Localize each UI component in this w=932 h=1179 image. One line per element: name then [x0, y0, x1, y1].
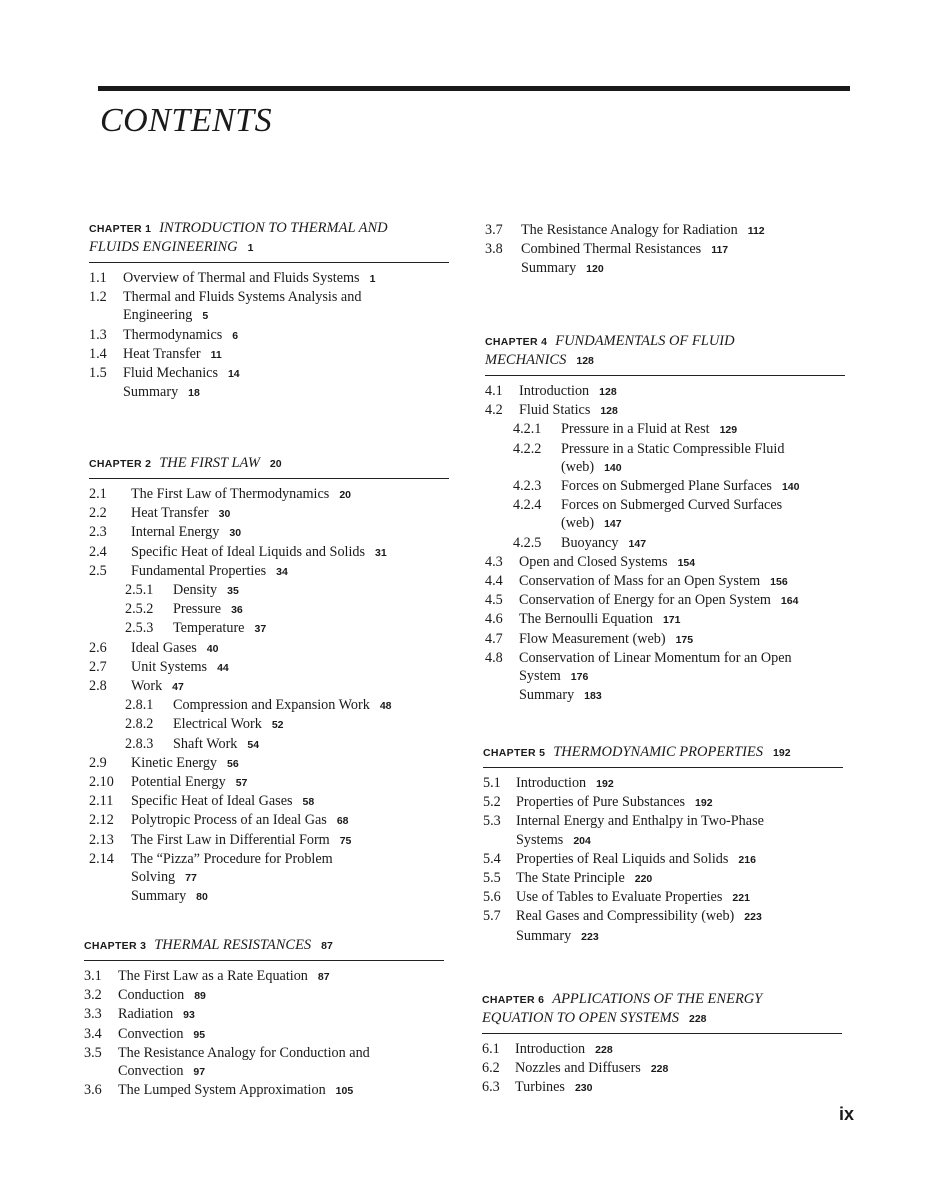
- chapter-4: [485, 332, 845, 705]
- chapter-label: CHAPTER 1: [89, 223, 152, 235]
- entry-page-number: 48: [379, 700, 392, 713]
- chapter-title: INTRODUCTION TO THERMAL AND: [159, 220, 388, 236]
- entry-number: 4.8: [485, 649, 503, 666]
- entry-page-number: 128: [599, 386, 617, 398]
- entry-number: 1.4: [89, 345, 107, 362]
- entry-number: 5.6: [483, 889, 501, 906]
- toc-entry[interactable]: [89, 658, 449, 677]
- entry-title: Conservation of Energy for an Open System: [519, 592, 771, 609]
- entry-title: Unit Systems: [131, 658, 208, 675]
- toc-entry[interactable]: [89, 383, 449, 402]
- entry-number: 1.1: [89, 270, 107, 286]
- entry-page-number: 156: [770, 576, 788, 589]
- entry-title: Electrical Work: [173, 716, 262, 733]
- entry-number: 4.2.2: [513, 440, 542, 457]
- entry-title: Open and Closed Systems: [519, 553, 668, 570]
- toc-entry[interactable]: [84, 1081, 444, 1100]
- toc-entry[interactable]: [483, 869, 843, 888]
- entry-page-number: 128: [600, 405, 618, 418]
- entry-page-number: 120: [586, 263, 604, 276]
- entry-title: Conservation of Linear Momentum for an Open: [519, 649, 792, 666]
- entry-page-number: 176: [570, 671, 589, 684]
- entry-number: 1.3: [89, 326, 107, 343]
- entry-title: The Bernoulli Equation: [519, 611, 653, 628]
- entry-number: 2.13: [89, 831, 114, 848]
- entry-title: Shaft Work: [173, 735, 238, 752]
- entry-title: The First Law in Differential Form: [131, 831, 330, 848]
- entry-number: 2.14: [89, 850, 114, 867]
- entry-title: Pressure in a Static Compressible Fluid: [561, 440, 785, 457]
- toc-entry[interactable]: [89, 850, 449, 887]
- entry-number: 4.2.5: [513, 534, 542, 551]
- entry-number: 5.4: [483, 850, 501, 867]
- entry-title: (web): [561, 515, 595, 532]
- chapter-title: THERMAL RESISTANCES: [154, 937, 312, 953]
- entry-title: The State Principle: [516, 870, 625, 887]
- toc-entry[interactable]: [89, 543, 449, 562]
- entry-page-number: 30: [229, 527, 242, 540]
- entry-title: Specific Heat of Ideal Gases: [131, 793, 293, 810]
- chapter-heading[interactable]: [84, 936, 444, 961]
- chapter-label: CHAPTER 3: [84, 940, 147, 952]
- entry-page-number: 223: [581, 930, 599, 943]
- entry-number: 5.2: [483, 794, 501, 811]
- entry-page-number: 230: [574, 1082, 593, 1095]
- entry-title: The “Pizza” Procedure for Problem: [131, 850, 333, 867]
- entry-title: (web): [561, 458, 595, 475]
- toc-entry[interactable]: [84, 1005, 444, 1024]
- toc-entry[interactable]: [89, 715, 449, 734]
- chapter-title: THERMODYNAMIC PROPERTIES: [553, 744, 764, 760]
- entry-number: 2.8.2: [125, 716, 154, 733]
- entry-title: Convection: [118, 1063, 184, 1080]
- toc-entry[interactable]: [89, 364, 449, 383]
- entry-title: Buoyancy: [561, 534, 619, 551]
- entry-page-number: 223: [744, 911, 762, 924]
- entry-number: 2.7: [89, 658, 107, 675]
- entry-number: 2.11: [89, 793, 114, 810]
- entry-title: Heat Transfer: [131, 505, 209, 522]
- entry-number: 4.5: [485, 592, 503, 609]
- entry-title: The First Law as a Rate Equation: [118, 968, 308, 984]
- chapter-page-number: 228: [688, 1013, 707, 1025]
- toc-entry[interactable]: [89, 773, 449, 792]
- chapter-heading[interactable]: [89, 454, 449, 479]
- entry-number: 2.6: [89, 639, 107, 656]
- entry-page-number: 57: [235, 777, 248, 790]
- entry-number: 2.12: [89, 812, 114, 829]
- entry-number: 3.8: [485, 241, 503, 258]
- entry-page-number: 147: [604, 518, 622, 531]
- chapter-6: [482, 990, 842, 1098]
- entry-title: Summary: [131, 888, 187, 905]
- chapter-page-number: 1: [247, 242, 254, 254]
- entry-title: Solving: [131, 869, 176, 886]
- entry-page-number: 129: [719, 424, 738, 437]
- entry-number: 3.1: [84, 968, 102, 984]
- entry-title: Radiation: [118, 1006, 174, 1023]
- entry-title: Polytropic Process of an Ideal Gas: [131, 812, 327, 829]
- entry-page-number: 171: [662, 614, 681, 627]
- entry-title: Introduction: [516, 775, 587, 791]
- entry-page-number: 228: [595, 1044, 613, 1056]
- toc-entry[interactable]: [482, 1078, 842, 1097]
- entry-number: 4.2.3: [513, 478, 542, 495]
- entry-page-number: 140: [604, 461, 622, 474]
- page-title: CONTENTS: [100, 102, 273, 139]
- chapter-title-continued: EQUATION TO OPEN SYSTEMS: [482, 1010, 679, 1026]
- entry-page-number: 228: [650, 1063, 669, 1076]
- toc-entry[interactable]: [483, 774, 843, 793]
- toc-entry[interactable]: [485, 401, 845, 420]
- entry-page-number: 75: [339, 834, 352, 847]
- entry-number: 2.1: [89, 486, 107, 502]
- toc-entry[interactable]: [89, 792, 449, 811]
- entry-title: Specific Heat of Ideal Liquids and Solids: [131, 543, 366, 560]
- entry-page-number: 154: [677, 556, 696, 569]
- toc-entry[interactable]: [483, 888, 843, 907]
- entry-number: 3.5: [84, 1044, 102, 1061]
- entry-number: 3.3: [84, 1006, 102, 1023]
- chapter-label: CHAPTER 4: [485, 336, 548, 348]
- toc-entry[interactable]: [482, 1040, 842, 1059]
- entry-number: 4.6: [485, 611, 503, 628]
- entry-number: 4.2.4: [513, 497, 542, 514]
- entry-number: 5.7: [483, 908, 501, 925]
- entry-number: 4.7: [485, 630, 503, 647]
- entry-number: 3.4: [84, 1025, 102, 1042]
- entry-title: Ideal Gases: [131, 639, 197, 656]
- entry-title: Heat Transfer: [123, 345, 201, 362]
- entry-number: 2.5: [89, 562, 107, 579]
- toc-entry[interactable]: [483, 907, 843, 926]
- toc-entry[interactable]: [89, 639, 449, 658]
- toc-entry[interactable]: [485, 420, 845, 439]
- entry-page-number: 20: [339, 489, 352, 501]
- entry-page-number: 40: [206, 642, 219, 655]
- entry-page-number: 44: [217, 661, 229, 674]
- toc-entry[interactable]: [482, 1059, 842, 1078]
- toc-entry[interactable]: [485, 553, 845, 572]
- chapter-1: [89, 219, 449, 402]
- toc-entry[interactable]: [485, 534, 845, 553]
- entry-number: 6.3: [482, 1079, 500, 1096]
- toc-entry[interactable]: [89, 581, 449, 600]
- entry-number: 4.2: [485, 402, 503, 419]
- entry-page-number: 5: [202, 310, 209, 323]
- entry-page-number: 30: [218, 508, 231, 521]
- chapter-page-number: 128: [576, 355, 594, 367]
- chapter-label: CHAPTER 6: [482, 994, 545, 1006]
- entry-title: Pressure: [173, 601, 222, 618]
- entry-page-number: 36: [231, 604, 243, 617]
- entry-page-number: 52: [271, 719, 284, 732]
- toc-entry[interactable]: [89, 887, 449, 906]
- entry-title: Fundamental Properties: [131, 562, 267, 579]
- entry-page-number: 112: [747, 225, 765, 237]
- toc-entry[interactable]: [483, 850, 843, 869]
- entry-title: Forces on Submerged Plane Surfaces: [561, 478, 772, 495]
- entry-title: Potential Energy: [131, 774, 226, 791]
- chapter-3-continued: [485, 221, 845, 279]
- toc-entry[interactable]: [485, 440, 845, 477]
- chapter-heading[interactable]: [485, 332, 845, 376]
- entry-page-number: 220: [634, 873, 653, 886]
- chapter-3: [84, 936, 444, 1100]
- entry-title: System: [519, 668, 561, 685]
- toc-entry[interactable]: [89, 600, 449, 619]
- entry-page-number: 97: [193, 1066, 206, 1079]
- entry-number: 2.5.3: [125, 620, 154, 637]
- entry-number: 2.3: [89, 524, 107, 541]
- entry-page-number: 31: [375, 546, 387, 559]
- entry-number: 4.2.1: [513, 421, 542, 438]
- entry-title: Engineering: [123, 307, 193, 324]
- chapter-label: CHAPTER 2: [89, 458, 152, 470]
- entry-page-number: 175: [675, 633, 694, 646]
- entry-page-number: 192: [695, 797, 713, 810]
- entry-title: Internal Energy: [131, 524, 220, 541]
- chapter-title-continued: FLUIDS ENGINEERING: [89, 239, 238, 255]
- toc-entry[interactable]: [84, 1025, 444, 1044]
- entry-title: Convection: [118, 1025, 184, 1042]
- entry-title: The First Law of Thermodynamics: [131, 486, 330, 502]
- entry-number: 6.1: [482, 1041, 500, 1057]
- entry-number: 2.5.1: [125, 582, 154, 599]
- chapter-page-number: 87: [321, 940, 333, 952]
- toc-entry[interactable]: [89, 696, 449, 715]
- entry-title: Summary: [123, 384, 179, 401]
- entry-page-number: 140: [781, 481, 800, 494]
- entry-page-number: 204: [573, 834, 591, 847]
- entry-title: Thermodynamics: [123, 326, 223, 343]
- toc-entry[interactable]: [485, 591, 845, 610]
- entry-title: Kinetic Energy: [131, 754, 218, 771]
- entry-title: Thermal and Fluids Systems Analysis and: [123, 289, 362, 306]
- toc-entry[interactable]: [89, 811, 449, 830]
- toc-entry[interactable]: [89, 619, 449, 638]
- entry-page-number: 68: [336, 815, 349, 828]
- entry-page-number: 164: [780, 595, 799, 608]
- entry-number: 2.9: [89, 754, 107, 771]
- entry-page-number: 56: [227, 757, 239, 770]
- toc-entry[interactable]: [485, 477, 845, 496]
- chapter-heading[interactable]: [89, 219, 449, 263]
- entry-title: The Resistance Analogy for Radiation: [521, 222, 738, 238]
- entry-title: Pressure in a Fluid at Rest: [561, 421, 710, 438]
- entry-number: 2.8.3: [125, 735, 154, 752]
- toc-entry[interactable]: [89, 326, 449, 345]
- toc-entry[interactable]: [84, 1044, 444, 1081]
- toc-entry[interactable]: [483, 812, 843, 849]
- chapter-page-number: 20: [269, 458, 282, 470]
- entry-title: Flow Measurement (web): [519, 630, 666, 647]
- entry-number: 5.5: [483, 870, 501, 887]
- entry-title: Fluid Statics: [519, 402, 591, 419]
- entry-page-number: 37: [254, 623, 267, 636]
- entry-page-number: 216: [738, 853, 756, 866]
- toc-entry[interactable]: [485, 240, 845, 259]
- entry-title: Properties of Real Liquids and Solids: [516, 850, 729, 867]
- entry-title: Temperature: [173, 620, 245, 637]
- toc-entry[interactable]: [485, 496, 845, 533]
- toc-entry[interactable]: [485, 649, 845, 686]
- toc-entry[interactable]: [485, 610, 845, 629]
- chapter-2: [89, 454, 449, 906]
- entry-title: Turbines: [515, 1079, 565, 1096]
- entry-title: Conduction: [118, 987, 185, 1004]
- entry-number: 4.4: [485, 573, 503, 590]
- toc-entry[interactable]: [89, 288, 449, 325]
- toc-entry[interactable]: [89, 754, 449, 773]
- entry-page-number: 87: [317, 971, 330, 983]
- chapter-title: APPLICATIONS OF THE ENERGY: [552, 991, 763, 1007]
- toc-entry[interactable]: [89, 504, 449, 523]
- entry-page-number: 18: [188, 387, 200, 400]
- entry-page-number: 117: [711, 244, 729, 257]
- entry-title: Summary: [516, 927, 572, 944]
- entry-title: Internal Energy and Enthalpy in Two-Phase: [516, 813, 764, 830]
- entry-title: Fluid Mechanics: [123, 365, 218, 382]
- entry-title: Work: [131, 678, 163, 695]
- chapter-heading[interactable]: [482, 990, 842, 1034]
- chapter-title: THE FIRST LAW: [159, 455, 260, 471]
- toc-entry[interactable]: [89, 735, 449, 754]
- chapter-label: CHAPTER 5: [483, 747, 546, 759]
- entry-title: The Resistance Analogy for Conduction and: [118, 1044, 370, 1061]
- toc-entry[interactable]: [483, 793, 843, 812]
- chapter-page-number: 192: [773, 747, 791, 759]
- entry-number: 2.4: [89, 543, 107, 560]
- entry-title: Compression and Expansion Work: [173, 697, 370, 714]
- toc-entry[interactable]: [84, 967, 444, 986]
- entry-page-number: 34: [276, 565, 288, 578]
- entry-page-number: 147: [628, 537, 647, 550]
- entry-number: 3.6: [84, 1082, 102, 1099]
- toc-entry[interactable]: [485, 259, 845, 278]
- entry-page-number: 221: [732, 892, 750, 905]
- entry-title: Overview of Thermal and Fluids Systems: [123, 270, 360, 286]
- chapter-title-continued: MECHANICS: [485, 352, 567, 368]
- entry-title: Summary: [519, 687, 575, 704]
- entry-page-number: 47: [172, 681, 184, 694]
- entry-title: Nozzles and Diffusers: [515, 1060, 641, 1077]
- entry-number: 5.1: [483, 775, 501, 791]
- entry-page-number: 35: [227, 585, 239, 598]
- toc-entry[interactable]: [89, 562, 449, 581]
- entry-page-number: 80: [196, 891, 208, 904]
- entry-number: 2.8.1: [125, 697, 154, 714]
- toc-entry[interactable]: [89, 523, 449, 542]
- entry-page-number: 54: [247, 738, 260, 751]
- entry-page-number: 77: [185, 872, 197, 885]
- chapter-title: FUNDAMENTALS OF FLUID: [555, 333, 735, 349]
- entry-title: Combined Thermal Resistances: [521, 241, 702, 258]
- entry-page-number: 58: [302, 796, 315, 809]
- entry-page-number: 11: [210, 348, 222, 361]
- entry-number: 2.10: [89, 774, 114, 791]
- entry-number: 3.2: [84, 987, 102, 1004]
- entry-title: Systems: [516, 831, 564, 848]
- toc-entry[interactable]: [89, 345, 449, 364]
- toc-entry[interactable]: [89, 269, 449, 288]
- toc-entry[interactable]: [485, 630, 845, 649]
- toc-entry[interactable]: [485, 686, 845, 705]
- entry-page-number: 6: [232, 329, 239, 342]
- entry-title: Properties of Pure Substances: [516, 794, 686, 811]
- entry-number: 5.3: [483, 813, 501, 830]
- entry-title: Forces on Submerged Curved Surfaces: [561, 497, 783, 514]
- entry-title: Introduction: [515, 1041, 586, 1057]
- entry-page-number: 89: [194, 990, 206, 1003]
- toc-entry[interactable]: [84, 986, 444, 1005]
- entry-number: 1.2: [89, 289, 107, 306]
- entry-title: Summary: [521, 260, 577, 277]
- toc-entry[interactable]: [485, 221, 845, 240]
- chapter-5: [483, 743, 843, 946]
- top-rule: [98, 86, 850, 91]
- toc-entry[interactable]: [89, 831, 449, 850]
- entry-number: 4.1: [485, 383, 503, 399]
- page-number: ix: [839, 1104, 855, 1124]
- entry-title: The Lumped System Approximation: [118, 1082, 326, 1099]
- toc-entry[interactable]: [485, 572, 845, 591]
- entry-number: 1.5: [89, 365, 107, 382]
- entry-page-number: 1: [369, 273, 376, 285]
- entry-page-number: 183: [584, 690, 602, 703]
- entry-title: Real Gases and Compressibility (web): [516, 908, 735, 925]
- toc-entry[interactable]: [483, 927, 843, 946]
- entry-number: 2.8: [89, 678, 107, 695]
- toc-entry[interactable]: [485, 382, 845, 401]
- entry-page-number: 192: [596, 778, 614, 790]
- entry-title: Density: [173, 582, 218, 599]
- entry-number: 4.3: [485, 553, 503, 570]
- entry-number: 6.2: [482, 1060, 500, 1077]
- chapter-heading[interactable]: [483, 743, 843, 768]
- entry-page-number: 14: [227, 368, 240, 381]
- entry-number: 3.7: [485, 222, 503, 238]
- toc-entry[interactable]: [89, 485, 449, 504]
- entry-title: Introduction: [519, 383, 590, 399]
- entry-number: 2.5.2: [125, 601, 154, 618]
- toc-entry[interactable]: [89, 677, 449, 696]
- entry-page-number: 105: [335, 1085, 354, 1098]
- entry-page-number: 93: [183, 1009, 195, 1022]
- entry-number: 2.2: [89, 505, 107, 522]
- entry-title: Conservation of Mass for an Open System: [519, 573, 761, 590]
- entry-title: Use of Tables to Evaluate Properties: [516, 889, 723, 906]
- entry-page-number: 95: [193, 1028, 206, 1041]
